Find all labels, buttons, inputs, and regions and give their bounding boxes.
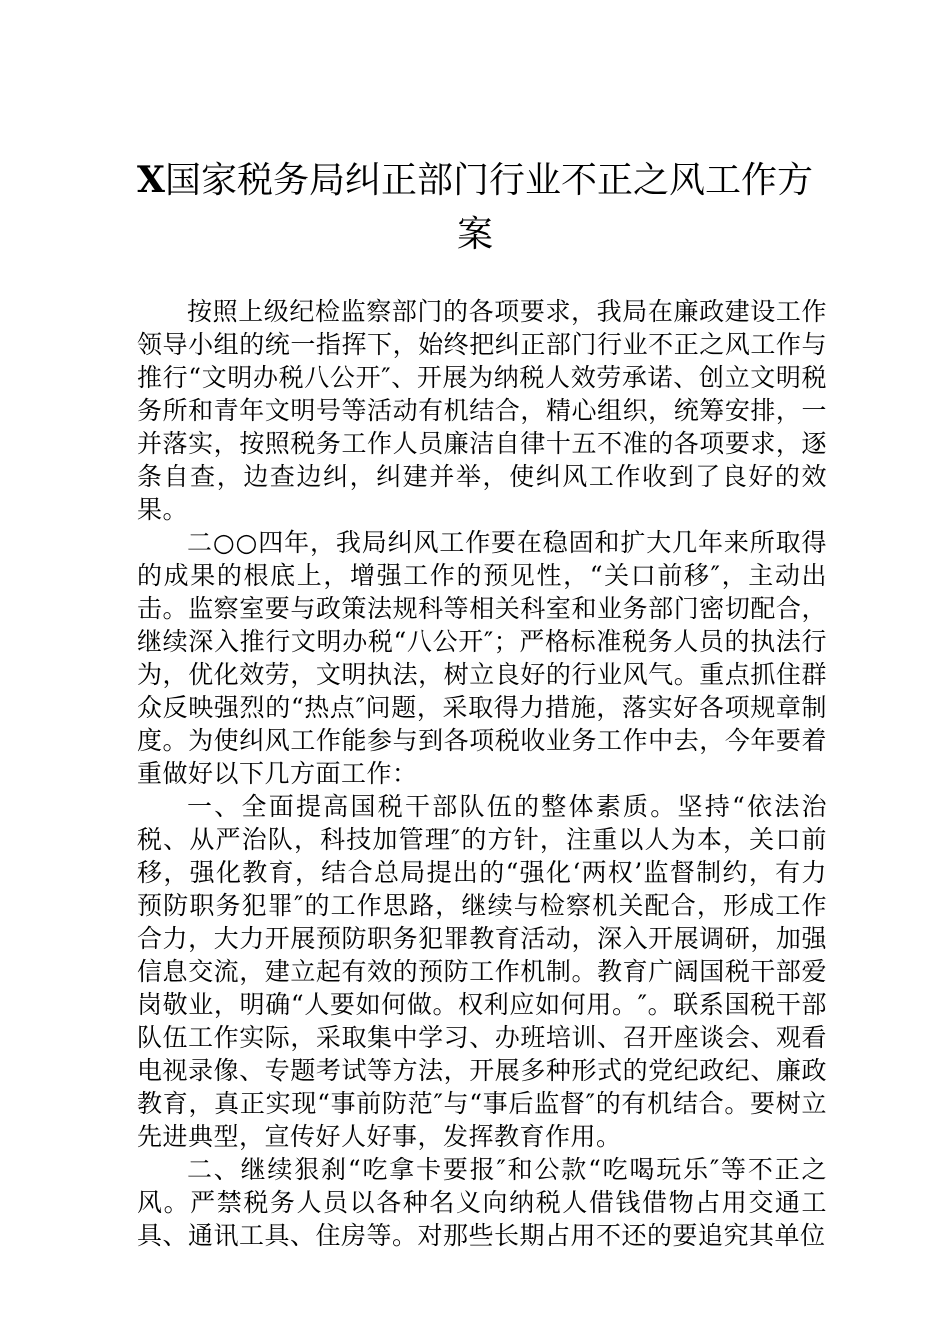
- title-text: 国家税务局纠正部门行业不正之风工作方案: [164, 160, 813, 255]
- document-body: [137, 295, 827, 1252]
- paragraph: 一、全面提高国税干部队伍的整体素质。坚持“依法治税、从严治队，科技加管理″的方针，注重以人为本，关口前移，强化教育，结合总局提出的“强化‘两权’监督制约，有力预防职务犯罪″的工作思路，继续与检察机关配合，形成工作合力，大力开展预防职务犯罪教育活动，深入开展调研，加强信息交流，建立起有效的预防工作机制。教育广阔国税干部爱岗敬业，明确“人要如何做。权利应如何用。″。联系国税干部队伍工作实际，采取集中学习、办班培训、召开座谈会、观看电视录像、专题考试等方法，开展多种形式的党纪政纪、廉政教育，真正实现“事前防范″与“事后监督″的有机结合。要树立先进典型，宣传好人好事，发挥教育作用。: [137, 792, 827, 1151]
- paragraph: 二、继续狠刹“吃拿卡要报″和公款“吃喝玩乐″等不正之风。严禁税务人员以各种名义向纳税人借钱借物占用交通工具、通讯工具、住房等。对那些长期占用不还的要追究其单位: [137, 1155, 827, 1250]
- document-title: [120, 153, 830, 262]
- paragraph: 按照上级纪检监察部门的各项要求，我局在廉政建设工作领导小组的统一指挥下，始终把纠正部门行业不正之风工作与推行“文明办税八公开″、开展为纳税人效劳承诺、创立文明税务所和青年文明号等活动有机结合，精心组织，统筹安排，一并落实，按照税务工作人员廉洁自律十五不准的各项要求，逐条自查，边查边纠，纠建并举，使纠风工作收到了良好的效果。: [137, 297, 827, 524]
- paragraph: 二○○四年，我局纠风工作要在稳固和扩大几年来所取得的成果的根底上，增强工作的预见性，“关口前移″，主动出击。监察室要与政策法规科等相关科室和业务部门密切配合，继续深入推行文明办税“八公开″；严格标准税务人员的执法行为，优化效劳，文明执法，树立良好的行业风气。重点抓住群众反映强烈的“热点″问题，采取得力措施，落实好各项规章制度。为使纠风工作能参与到各项税收业务工作中去，今年要着重做好以下几方面工作：: [137, 528, 827, 788]
- title-lead: X: [137, 159, 165, 201]
